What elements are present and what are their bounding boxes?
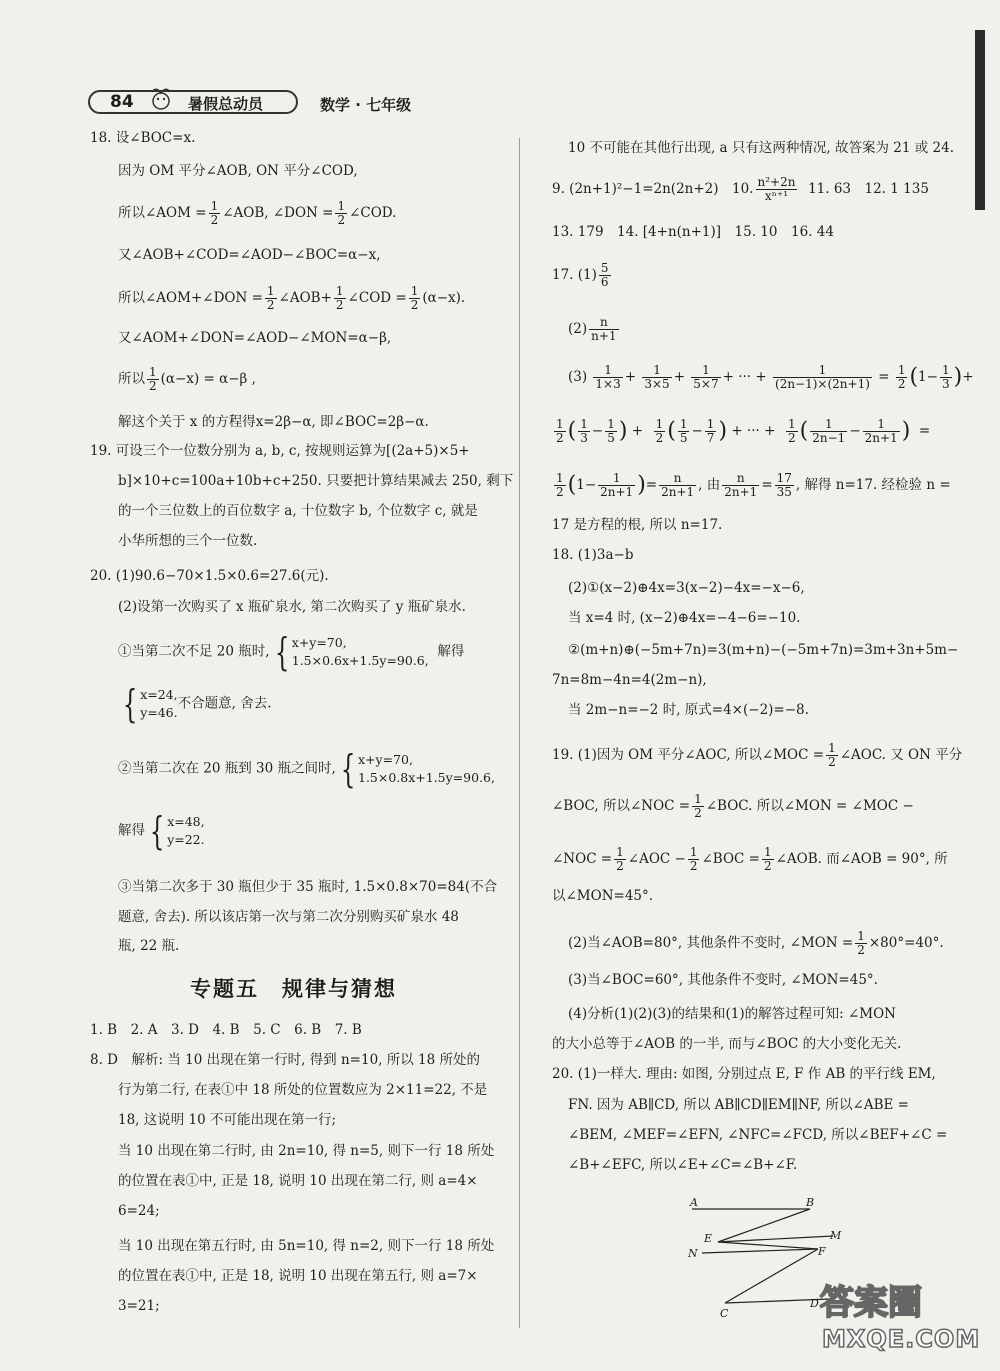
answers-13-16: 13. 179 14. [4+n(n+1)] 15. 10 16. 44 [552,224,834,240]
label-n: N [688,1247,698,1260]
page-header [88,90,418,116]
q19-r-line2: ∠BOC, 所以∠NOC = $\frac{1}{2}$ ∠BOC. 所以∠MON = ∠MOC − [552,792,914,820]
q20-line6: 解得 { x=48, y=22. [118,809,205,853]
q8-line8: 的位置在表①中, 正是 18, 说明 10 出现在第五行, 则 a=7× [118,1268,478,1284]
q8-line5: 的位置在表①中, 正是 18, 说明 10 出现在第二行, 则 a=4× [118,1173,478,1189]
line-nf [702,1249,818,1253]
q8-line1: 8. D 解析: 当 10 出现在第一行时, 得到 n=10, 所以 18 所处的 [90,1052,480,1068]
q19-r-line8: 的大小总等于∠AOB 的一半, 而与∠BOC 的大小变化无关. [552,1036,902,1052]
q19-line3: 的一个三位数上的百位数字 a, 十位数字 b, 个位数字 c, 就是 [118,503,478,519]
q17-part3-line4: 17 是方程的根, 所以 n=17. [552,517,723,533]
q18-line3: 又∠AOB+∠COD=∠AOD−∠BOC=α−x, [118,247,381,263]
q18-line5: 又∠AOM+∠DON=∠AOD−∠MON=α−β, [118,330,392,346]
q20-line3: ①当第二次不足 20 瓶时, { x+y=70, 1.5×0.6x+1.5y=90.6, 解得 [118,630,465,674]
q19-r-line5: (2)当∠AOB=80°, 其他条件不变时, ∠MON = $\frac{1}{2}$ ×80°=40°. [568,929,944,957]
q8-line9: 3=21; [118,1298,160,1314]
q18-part2-line1: (2)①(x−2)⊕4x=3(x−2)−4x=−x−6, [568,580,805,596]
section-title: 专题五 规律与猜想 [190,977,397,1001]
q19-line1: 19. 可设三个一位数分别为 a, b, c, 按规则运算为[(2a+5)×5+ [90,443,470,459]
q20-line1: 20. (1)90.6−70×1.5×0.6=27.6(元). [90,568,329,584]
q20-line7: ③当第二次多于 30 瓶但少于 35 瓶时, 1.5×0.8×70=84(不合 [118,879,498,895]
watermark-top: 答案圈 [820,1283,922,1323]
q17-part1: 17. (1) $\frac{5}{6}$ [552,261,609,289]
page-edge-bar [975,30,985,210]
watermark-bottom: MXQE.COM [822,1325,981,1353]
label-a: A [690,1196,698,1209]
q20-r-line2: FN. 因为 AB∥CD, 所以 AB∥CD∥EM∥NF, 所以∠ABE = [568,1097,909,1113]
q8-line2: 行为第二行, 在表①中 18 所处的位置数应为 2×11=22, 不是 [118,1082,488,1098]
mascot-icon [146,84,176,114]
label-b: B [806,1196,815,1209]
segment-fc [725,1249,818,1303]
q19-r-line7: (4)分析(1)(2)(3)的结果和(1)的解答过程可知: ∠MON [568,1006,896,1022]
multiple-choice-answers: 1. B 2. A 3. D 4. B 5. C 6. B 7. B [90,1022,362,1038]
watermark-logo [820,1275,995,1365]
q19-line4: 小华所想的三个一位数. [118,533,258,549]
q20-r-line4: ∠B+∠EFC, 所以∠E+∠C=∠B+∠F. [568,1157,798,1173]
q18-part2-line4: 7n=8m−4n=4(2m−n), [552,672,707,688]
q17-part3-line3: $\frac{1}{2}$ (1− $\frac{1}{2n+1}$ )= $\frac{n}{2n+1}$ , 由 $\frac{n}{2n+1}$ = $\frac{17}{35}$ , 解得 n=17. 经检验 n = [556,471,951,499]
q18-part1: 18. (1)3a−b [552,547,634,563]
q19-r-line6: (3)当∠BOC=60°, 其他条件不变时, ∠MON=45°. [568,972,878,988]
q17-part3-line2: $\frac{1}{2}$ ( $\frac{1}{3}$ − $\frac{1}{5}$ ) + $\frac{1}{2}$ ( $\frac{1}{5}$ − $\frac{1}{7}$ ) + ··· + $\frac{1}{2}$ ( $\frac{1}{2n-1}$ − $\frac{1}{2n+1}$ ) = [556,417,931,445]
q19-r-line3: ∠NOC = $\frac{1}{2}$ ∠AOC − $\frac{1}{2}$ ∠BOC = $\frac{1}{2}$ ∠AOB. 而∠AOB = 90°, 所 [552,845,948,873]
q18-part2-line5: 当 2m−n=−2 时, 原式=4×(−2)=−8. [568,702,809,718]
q18-line2: 所以∠AOM = $\frac{1}{2}$ ∠AOB, ∠DON = $\frac{1}{2}$ ∠COD. [118,199,397,227]
subject-label: 数学 · 七年级 [320,96,412,114]
q20-r-line3: ∠BEM, ∠MEF=∠EFN, ∠NFC=∠FCD, 所以∠BEF+∠C = [568,1127,948,1143]
right-line1: 10 不可能在其他行出现, a 只有这两种情况, 故答案为 21 或 24. [568,140,954,156]
q19-line2: b]×10+c=100a+10b+c+250. 只要把计算结果减去 250, 剩下 [118,473,514,489]
q17-part3-line1: (3) $\frac{1}{1\times 3}$ + $\frac{1}{3\times 5}$ + $\frac{1}{5\times 7}$ + ··· + $\frac{1}{(2n-1)\times(2n+1)}$ = $\frac{1}{2}$ (1− $\frac{1}{3}$ )+ [568,363,974,391]
q20-line5: ②当第二次在 20 瓶到 30 瓶之间时, { x+y=70, 1.5×0.8x+1.5y=90.6, [118,747,495,791]
label-e: E [704,1232,713,1245]
q18-title: 18. 设∠BOC=x. [90,130,196,146]
q8-line6: 6=24; [118,1203,160,1219]
q18-line1: 因为 OM 平分∠AOB, ON 平分∠COD, [118,163,358,179]
label-c: C [720,1307,729,1320]
q17-part2: (2) $\frac{n}{n+1}$ [568,315,617,343]
q20-line2: (2)设第一次购买了 x 瓶矿泉水, 第二次购买了 y 瓶矿泉水. [118,599,466,615]
q20-r-line1: 20. (1)一样大. 理由: 如图, 分别过点 E, F 作 AB 的平行线 EM, [552,1066,936,1082]
q20-line4: { x=24, y=46. 不合题意, 舍去. [122,682,272,726]
q18-line7: 解这个关于 x 的方程得x=2β−α, 即∠BOC=2β−α. [118,414,429,430]
q8-line4: 当 10 出现在第二行时, 由 2n=10, 得 n=5, 则下一行 18 所处 [118,1143,495,1159]
q8-line7: 当 10 出现在第五行时, 由 5n=10, 得 n=2, 则下一行 18 所处 [118,1238,495,1254]
q18-part2-line3: ②(m+n)⊕(−5m+7n)=3(m+n)−(−5m+7n)=3m+3n+5m− [568,642,959,658]
line-em [718,1236,833,1242]
column-divider [519,138,520,1328]
answers-9-12: 9. (2n+1)²−1=2n(2n+2) 10. $\frac{\text{n²+2n}}{\text{xⁿ⁺¹}}$ 11. 63 12. 1 135 [552,175,929,203]
label-d: D [810,1297,819,1310]
q8-line3: 18, 这说明 10 不可能出现在第一行; [118,1112,337,1128]
q19-r-line1: 19. (1)因为 OM 平分∠AOC, 所以∠MOC = $\frac{1}{2}$ ∠AOC. 又 ON 平分 [552,741,963,769]
label-m: M [830,1229,842,1242]
q20-line9: 瓶, 22 瓶. [118,938,180,954]
segment-be [718,1209,810,1242]
book-title: 暑假总动员 [188,95,264,113]
q18-part2-line2: 当 x=4 时, (x−2)⊕4x=−4−6=−10. [568,610,801,626]
q18-line6: 所以 $\frac{1}{2}$ (α−x) = α−β , [118,365,256,393]
segment-ef [718,1242,818,1249]
page-number: 84 [110,92,134,112]
q18-line4: 所以∠AOM+∠DON = $\frac{1}{2}$ ∠AOB+ $\frac{1}{2}$ ∠COD = $\frac{1}{2}$ (α−x). [118,284,466,312]
label-f: F [818,1245,826,1258]
q19-r-line4: 以∠MON=45°. [552,888,654,904]
q20-line8: 题意, 舍去). 所以该店第一次与第二次分别购买矿泉水 48 [118,909,459,925]
